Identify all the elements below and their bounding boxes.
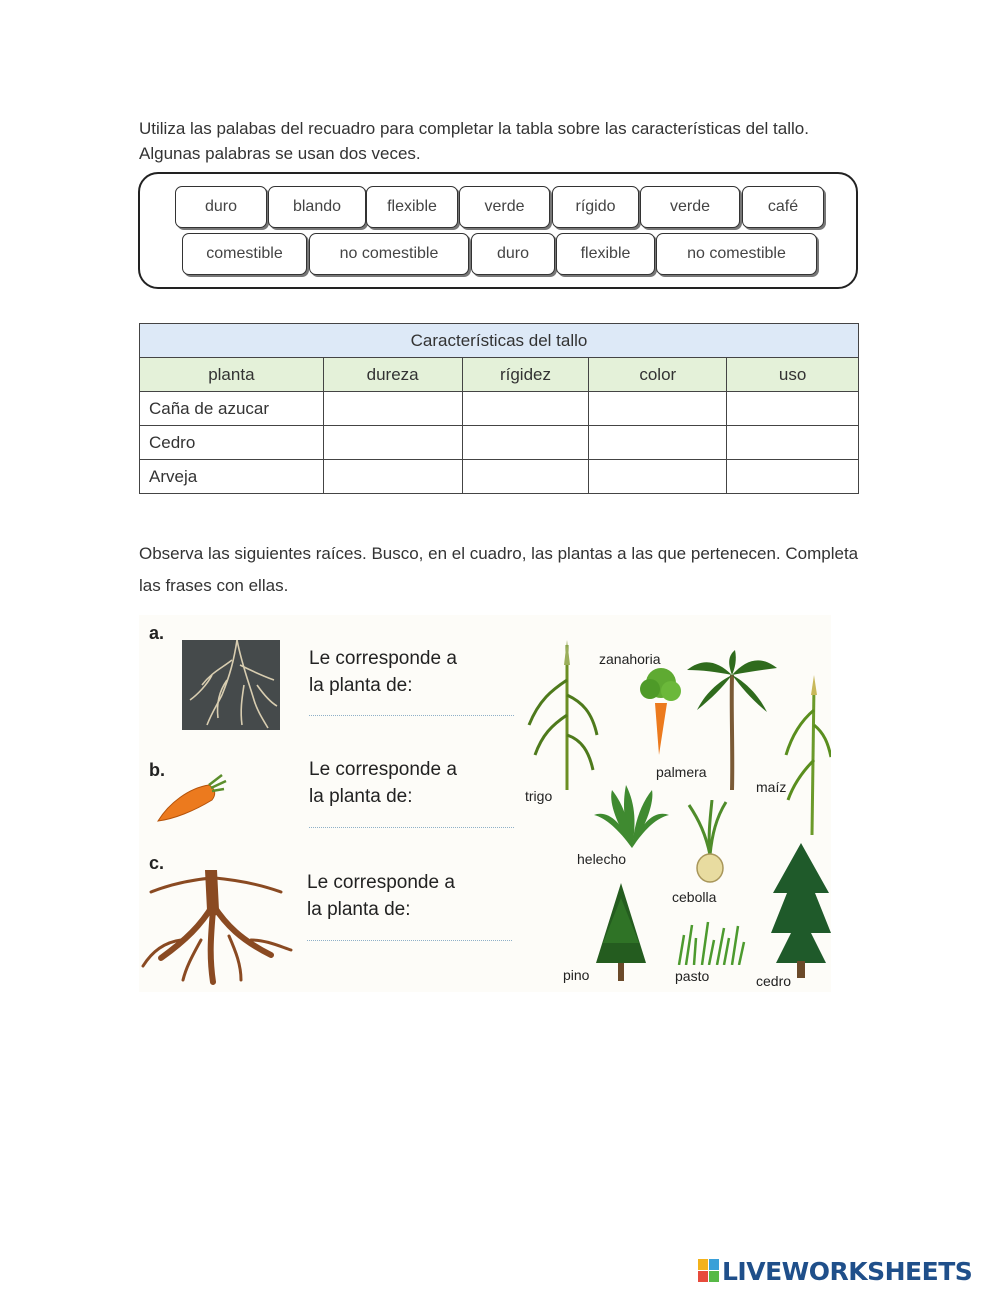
plant-label: pasto xyxy=(675,968,710,984)
answer-input-c[interactable] xyxy=(309,918,513,942)
carrot-root-picture xyxy=(154,773,229,828)
plant-label: pino xyxy=(563,967,590,983)
plant-name: Arveja xyxy=(140,460,324,494)
plant-label: trigo xyxy=(525,788,553,804)
answer-input-a[interactable] xyxy=(311,693,515,717)
phrase-line2: la planta de: xyxy=(307,899,411,920)
column-header: uso xyxy=(727,358,859,392)
word-chip[interactable]: rígido xyxy=(552,186,639,228)
answer-cell-dureza[interactable] xyxy=(324,393,462,425)
answer-cell-uso[interactable] xyxy=(727,461,858,493)
answer-cell-color[interactable] xyxy=(589,427,726,459)
taproot-picture xyxy=(141,870,293,985)
answer-cell-uso[interactable] xyxy=(727,393,858,425)
column-header: dureza xyxy=(323,358,462,392)
answer-cell-color[interactable] xyxy=(589,461,726,493)
answer-cell-color[interactable] xyxy=(589,393,726,425)
word-chip[interactable]: verde xyxy=(640,186,740,228)
column-header: planta xyxy=(140,358,324,392)
word-chip[interactable]: flexible xyxy=(556,233,655,275)
word-chip[interactable]: comestible xyxy=(182,233,307,275)
word-chip[interactable]: no comestible xyxy=(656,233,817,275)
item-letter: c. xyxy=(149,853,165,873)
table-title: Características del tallo xyxy=(140,324,859,358)
plant-name: Cedro xyxy=(140,426,324,460)
plant-label: palmera xyxy=(656,764,707,780)
phrase-line2: la planta de: xyxy=(309,786,413,807)
plant-label: zanahoria xyxy=(599,651,661,667)
column-header: rígidez xyxy=(462,358,589,392)
word-chip[interactable]: duro xyxy=(471,233,555,275)
instruction-stem-table: Utiliza las palabas del recuadro para completar la tabla sobre las características del tallo. Algunas palabras se usan dos veces. xyxy=(139,119,809,163)
plant-label: maíz xyxy=(756,779,787,795)
cedar-tree-picture xyxy=(771,843,831,978)
table-row xyxy=(140,392,859,426)
carrot-plant-picture xyxy=(635,663,685,755)
answer-cell-rigidez[interactable] xyxy=(463,393,589,425)
stem-characteristics-table xyxy=(139,323,859,494)
answer-cell-rigidez[interactable] xyxy=(463,461,589,493)
plant-name: Caña de azucar xyxy=(140,392,324,426)
word-bank xyxy=(138,172,858,289)
phrase-line1: Le corresponde a xyxy=(307,872,455,893)
item-letter: b. xyxy=(149,760,165,780)
roots-figure xyxy=(139,615,831,992)
phrase-line2: la planta de: xyxy=(309,675,413,696)
corn-plant-picture xyxy=(784,675,831,835)
table-row xyxy=(140,426,859,460)
grass-picture xyxy=(674,920,749,965)
logo-blocks-icon xyxy=(698,1259,720,1283)
fern-picture xyxy=(594,780,669,848)
plant-label: cebolla xyxy=(672,889,717,905)
word-chip[interactable]: duro xyxy=(175,186,267,228)
table-row xyxy=(140,460,859,494)
word-chip[interactable]: no comestible xyxy=(309,233,469,275)
word-chip[interactable]: flexible xyxy=(366,186,458,228)
word-chip[interactable]: blando xyxy=(268,186,366,228)
onion-plant-picture xyxy=(684,800,734,890)
answer-input-b[interactable] xyxy=(311,805,515,829)
phrase-line1: Le corresponde a xyxy=(309,759,457,780)
answer-cell-dureza[interactable] xyxy=(324,427,462,459)
fibrous-root-photo xyxy=(182,640,280,730)
phrase-line1: Le corresponde a xyxy=(309,648,457,669)
column-header: color xyxy=(589,358,727,392)
instruction-roots: Observa las siguientes raíces. Busco, en el cuadro, las plantas a las que pertenecen. Completa las frases con ellas. xyxy=(139,544,859,595)
plant-label: cedro xyxy=(756,973,792,989)
answer-cell-uso[interactable] xyxy=(727,427,858,459)
liveworksheets-logo xyxy=(698,1257,972,1285)
answer-cell-dureza[interactable] xyxy=(324,461,462,493)
word-chip[interactable]: café xyxy=(742,186,824,228)
item-letter: a. xyxy=(149,623,165,643)
wheat-plant-picture xyxy=(527,640,599,790)
pine-tree-picture xyxy=(591,883,651,983)
answer-cell-rigidez[interactable] xyxy=(463,427,589,459)
plant-label: helecho xyxy=(577,851,627,867)
word-chip[interactable]: verde xyxy=(459,186,550,228)
logo-text: LIVEWORKSHEETS xyxy=(722,1256,973,1286)
